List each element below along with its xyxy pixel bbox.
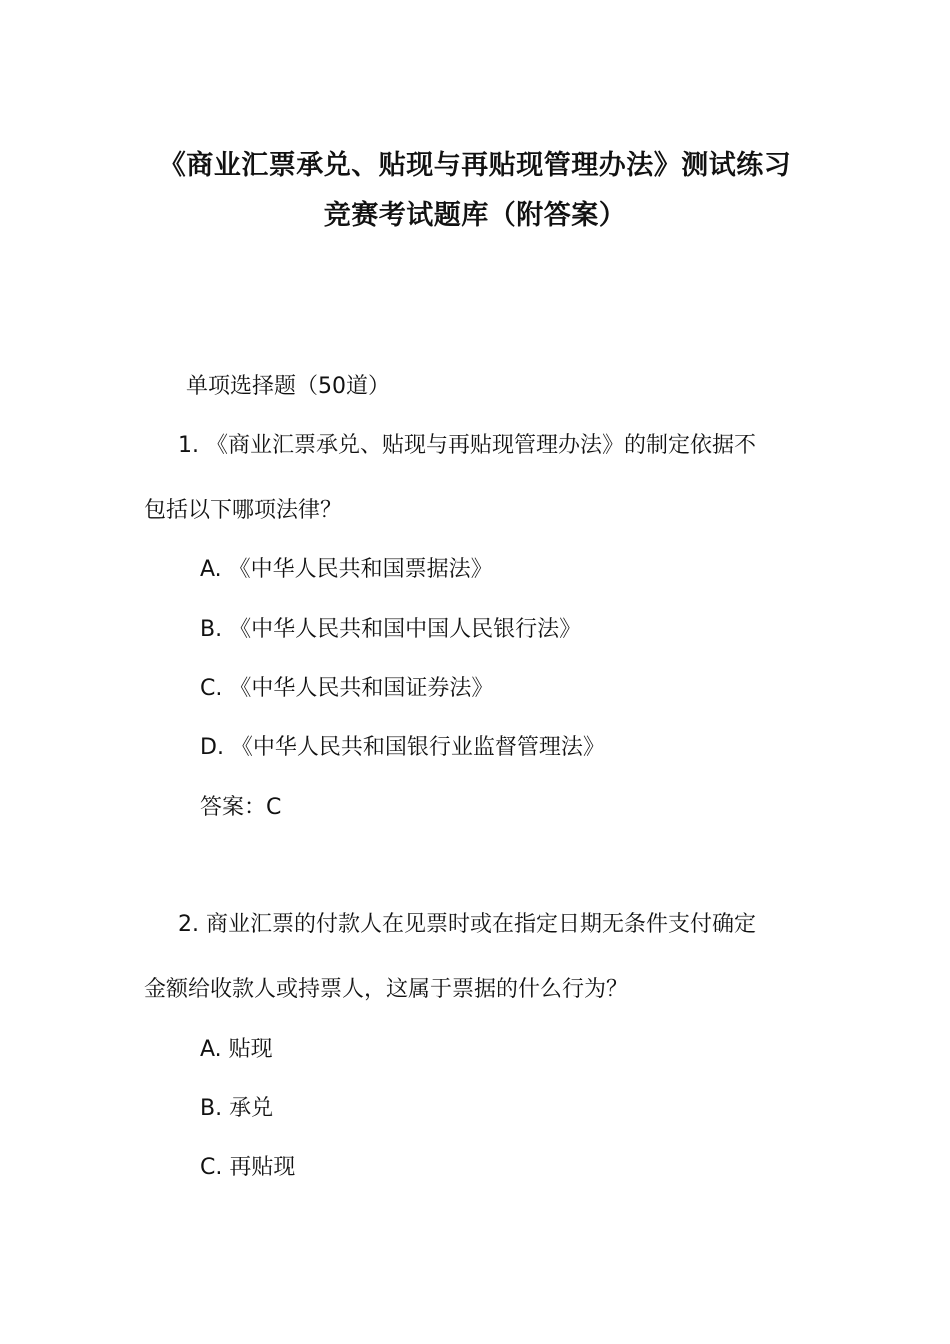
question-1-stem-line-2: 包括以下哪项法律？: [144, 498, 343, 523]
question-2-option-a: A. 贴现: [200, 1037, 273, 1062]
question-2-option-c: C. 再贴现: [200, 1155, 296, 1180]
question-1-option-b: B. 《中华人民共和国中国人民银行法》: [200, 617, 582, 642]
question-1-stem-line-1: 1. 《商业汇票承兑、贴现与再贴现管理办法》的制定依据不: [178, 433, 756, 458]
question-1-answer: 答案：C: [200, 795, 282, 820]
question-2-option-b: B. 承兑: [200, 1096, 274, 1121]
question-1-option-d: D. 《中华人民共和国银行业监督管理法》: [200, 735, 605, 760]
question-1-option-c: C. 《中华人民共和国证券法》: [200, 676, 494, 701]
question-2-stem-line-1: 2. 商业汇票的付款人在见票时或在指定日期无条件支付确定: [178, 912, 756, 937]
question-1-option-a: A. 《中华人民共和国票据法》: [200, 557, 493, 582]
question-2-stem-line-2: 金额给收款人或持票人，这属于票据的什么行为？: [144, 977, 629, 1002]
section-heading: 单项选择题（50道）: [186, 374, 390, 399]
document-title-line-1: 《商业汇票承兑、贴现与再贴现管理办法》测试练习: [158, 150, 792, 181]
document-title-line-2: 竞赛考试题库（附答案）: [323, 200, 627, 231]
